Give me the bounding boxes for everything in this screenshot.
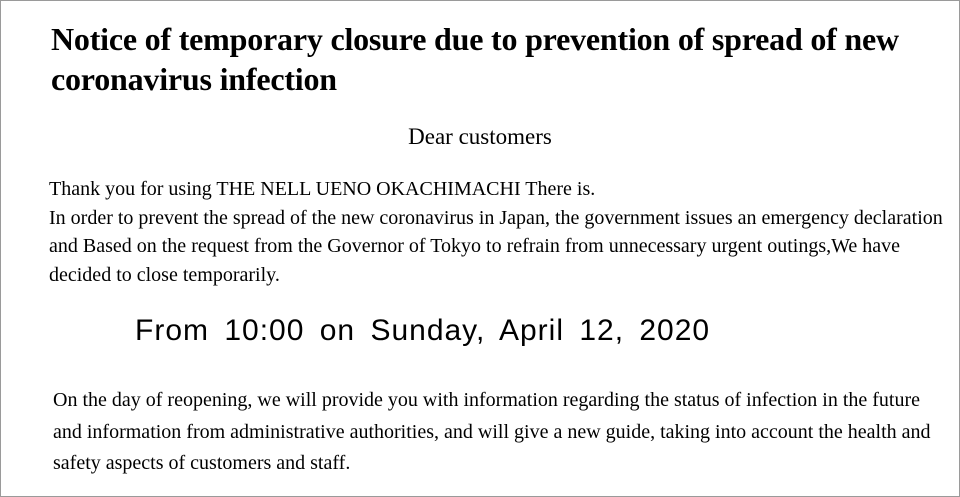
reopening-paragraph: On the day of reopening, we will provide you with information regarding the status of infection in the future and information from administrative authorities, and will give a new guide, taking into account the health and safety aspects of customers and staff. [53, 389, 931, 474]
closure-reason-paragraph: In order to prevent the spread of the new coronavirus in Japan, the government issues an emergency declaration and Based on the request from the Governor of Tokyo to refrain from unnecessary urgent outings,We have decided to close temporarily. [49, 206, 943, 286]
thank-you-line: Thank you for using THE NELL UENO OKACHIMACHI There is. [49, 178, 596, 200]
closure-start-date: From 10:00 on Sunday, April 12, 2020 [135, 314, 711, 347]
notice-title: Notice of temporary closure due to prevention of spread of new coronavirus infection [51, 21, 899, 97]
intro-text [49, 175, 949, 289]
greeting: Dear customers [408, 124, 552, 149]
